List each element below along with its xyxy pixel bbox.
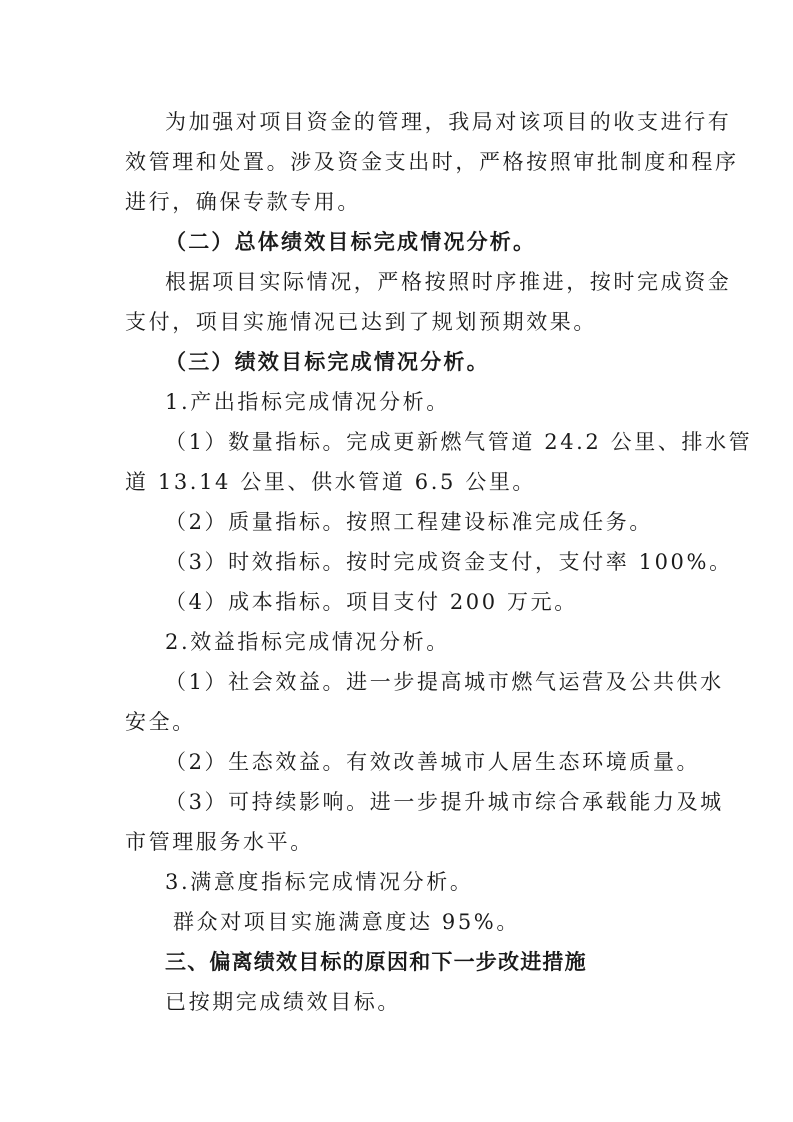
paragraph-fund-management bbox=[125, 102, 739, 222]
item-quantity-indicator bbox=[125, 422, 753, 502]
text-line: 3.满意度指标完成情况分析。 bbox=[165, 870, 474, 894]
heading-target-completion bbox=[125, 342, 680, 382]
item-timeliness-indicator bbox=[125, 542, 733, 582]
heading-text: （二）总体绩效目标完成情况分析。 bbox=[165, 230, 537, 254]
subheading-benefit-indicators bbox=[125, 622, 680, 662]
heading-text: （三）绩效目标完成情况分析。 bbox=[165, 350, 490, 374]
heading-text: 三、偏离绩效目标的原因和下一步改进措施 bbox=[165, 950, 587, 974]
text-line: （2）生态效益。有效改善城市人居生态环境质量。 bbox=[165, 750, 701, 774]
item-quality-indicator bbox=[125, 502, 680, 542]
item-public-satisfaction bbox=[125, 902, 680, 942]
text-line: 市管理服务水平。 bbox=[125, 830, 314, 854]
item-cost-indicator bbox=[125, 582, 680, 622]
text-line: （1）数量指标。完成更新燃气管道 24.2 公里、排水管 bbox=[165, 430, 753, 454]
item-sustainable-impact bbox=[125, 782, 724, 862]
text-line: 群众对项目实施满意度达 95%。 bbox=[173, 910, 520, 934]
text-line: 为加强对项目资金的管理，我局对该项目的收支进行有 bbox=[165, 110, 732, 134]
text-line: 进行，确保专款专用。 bbox=[125, 190, 361, 214]
text-line: 根据项目实际情况，严格按照时序推进，按时完成资金 bbox=[165, 270, 732, 294]
item-social-benefit bbox=[125, 662, 724, 742]
paragraph-deviation-body bbox=[125, 982, 680, 1022]
text-line: 支付，项目实施情况已达到了规划预期效果。 bbox=[125, 310, 597, 334]
text-line: 1.产出指标完成情况分析。 bbox=[165, 390, 450, 414]
heading-overall-performance bbox=[125, 222, 680, 262]
text-line: 效管理和处置。涉及资金支出时，严格按照审批制度和程序 bbox=[125, 150, 739, 174]
text-line: （2）质量指标。按照工程建设标准完成任务。 bbox=[165, 510, 653, 534]
text-line: （1）社会效益。进一步提高城市燃气运营及公共供水 bbox=[165, 670, 724, 694]
section-heading-deviation bbox=[125, 942, 680, 982]
text-line: 2.效益指标完成情况分析。 bbox=[165, 630, 450, 654]
text-line: 已按期完成绩效目标。 bbox=[165, 990, 401, 1014]
text-line: 道 13.14 公里、供水管道 6.5 公里。 bbox=[125, 470, 537, 494]
text-line: （3）可持续影响。进一步提升城市综合承载能力及城 bbox=[165, 790, 724, 814]
subheading-satisfaction-indicators bbox=[125, 862, 680, 902]
text-line: 安全。 bbox=[125, 710, 196, 734]
subheading-output-indicators bbox=[125, 382, 680, 422]
paragraph-overall-analysis bbox=[125, 262, 732, 342]
text-line: （4）成本指标。项目支付 200 万元。 bbox=[165, 590, 578, 614]
item-ecological-benefit bbox=[125, 742, 701, 782]
text-line: （3）时效指标。按时完成资金支付，支付率 100%。 bbox=[165, 550, 733, 574]
